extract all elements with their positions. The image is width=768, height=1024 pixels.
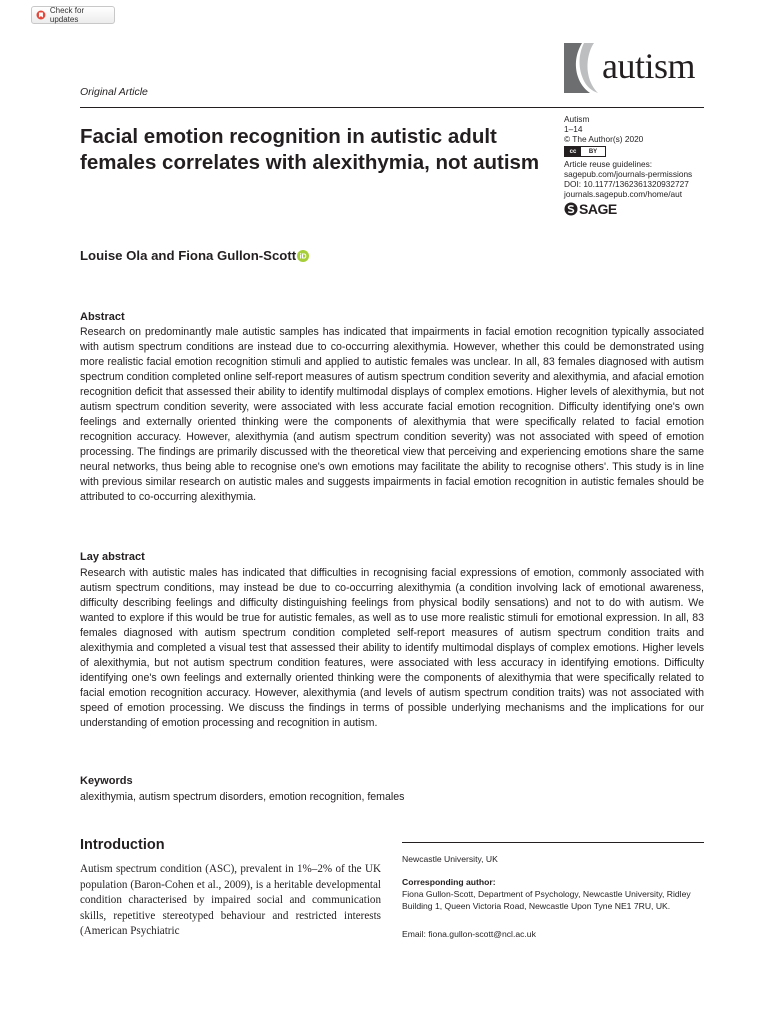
check-for-updates-icon <box>36 10 46 20</box>
abstract-heading: Abstract <box>80 311 125 323</box>
journal-logo <box>564 43 706 93</box>
reuse-link[interactable]: sagepub.com/journals-permissions <box>564 169 693 179</box>
journal-logo-icon <box>564 43 600 93</box>
corresponding-author-heading: Corresponding author: <box>402 877 496 887</box>
keywords-text: alexithymia, autism spectrum disorders, emotion recognition, females <box>80 791 405 803</box>
doi[interactable]: DOI: 10.1177/1362361320932727 <box>564 179 689 189</box>
introduction-text: Autism spectrum condition (ASC), prevalent in 1%–2% of the UK population (Baron-Cohen et al., 2009), is a heritable developmental condition characterised by impaired social and communication skills, repetitive stereotyped behaviour and restricted interests (American Psychiatric <box>80 863 381 937</box>
svg-text:iD: iD <box>299 253 307 261</box>
keywords-heading: Keywords <box>80 775 133 787</box>
header-divider <box>80 107 704 108</box>
cc-right: BY <box>588 148 598 155</box>
journal-name: Autism <box>564 114 590 124</box>
publisher-name: SAGE <box>579 201 617 217</box>
cc-left: cc <box>565 147 581 156</box>
lay-abstract-heading: Lay abstract <box>80 551 145 563</box>
orcid-icon[interactable] <box>297 250 309 262</box>
article-type: Original Article <box>80 86 148 98</box>
page-range: 1–14 <box>564 124 583 134</box>
journal-link[interactable]: journals.sagepub.com/home/aut <box>564 189 683 199</box>
author-names: Louise Ola and Fiona Gullon-Scott <box>80 248 297 263</box>
corresponding-email[interactable]: Email: fiona.gullon-scott@ncl.ac.uk <box>402 929 536 939</box>
lay-abstract-text: Research with autistic males has indicated that difficulties in recognising facial expressions of emotion, commonly associated with autism spectrum conditions, may instead be due to co-occurring alexithymia (a condition involving lack of emotional awareness, difficulty describing feelings and difficulty distinguishing feelings from physical bodily sensations) and not to do with autism. We wanted to explore if this would be true for autistic females, as well as to use more realistic stimuli for emotional expression. In all, 83 females diagnosed with autism spectrum condition completed self-report measures of autism spectrum condition traits and alexithymia and completed a visual test that assessed their ability to identify multimodal displays of complex emotions. Higher levels of alexithymia, but not autism spectrum condition features, were associated with less accuracy in identifying emotions. Difficulty identifying one's own feelings and externally oriented thinking were the components of alexithymia that were specifically related to facial emotion recognition accuracy. However, alexithymia (and levels of autism spectrum condition traits) was not associated with speed of emotion processing. We discuss the findings in terms of possible underlying mechanisms and the implications for our understanding of emotion processing and recognition in autism. <box>80 567 704 729</box>
reuse-label: Article reuse guidelines: <box>564 159 653 169</box>
introduction-heading: Introduction <box>80 837 165 853</box>
authors <box>80 248 309 263</box>
article-metadata <box>564 114 714 216</box>
abstract-text: Research on predominantly male autistic samples has indicated that impairments in facial emotion recognition typically associated with autism spectrum conditions are instead due to co-occurring alexithymia. However, whether this could be demonstrated using more realistic facial emotion recognition stimuli and applied to autistic females was unclear. In all, 83 females diagnosed with autism spectrum condition completed online self-report measures of autism spectrum condition severity and alexithymia, and afacial emotion recognition deficit that assessed their ability to identify multimodal displays of complex emotions. Higher levels of alexithymia, but not autism spectrum condition severity, were associated with less accurate facial emotion recognition. Difficulty identifying one's own feelings and externally oriented thinking were the components of alexithymia that were specifically related to facial emotion recognition accuracy. However, alexithymia (and autism spectrum condition severity) was not associated with speed of emotion processing. The findings are primarily discussed with the theoretical view that perceiving and experiencing emotions share the same neural networks, thus being able to recognise one's own emotions may facilitate the ability to recognise others'. This study is in line with previous similar research on autistic males and suggests impairments in facial emotion recognition in autistic females should be attributed to co-occurring alexithymia. <box>80 326 704 503</box>
cc-license-icon <box>564 146 606 157</box>
corresponding-author-details: Fiona Gullon-Scott, Department of Psychology, Newcastle University, Ridley Building 1, Queen Victoria Road, Newcastle Upon Tyne NE1 7RU, UK. <box>402 889 691 911</box>
check-for-updates-button[interactable] <box>31 6 115 24</box>
journal-logo-text: autism <box>602 46 695 86</box>
article-title: Facial emotion recognition in autistic adult females correlates with alexithymia, not autism <box>80 125 540 174</box>
copyright: © The Author(s) 2020 <box>564 134 644 144</box>
sage-icon <box>564 202 578 216</box>
publisher-logo <box>564 202 714 216</box>
check-for-updates-label: Check for updates <box>49 6 85 24</box>
affiliation: Newcastle University, UK <box>402 854 498 864</box>
affiliation-divider <box>402 842 704 843</box>
